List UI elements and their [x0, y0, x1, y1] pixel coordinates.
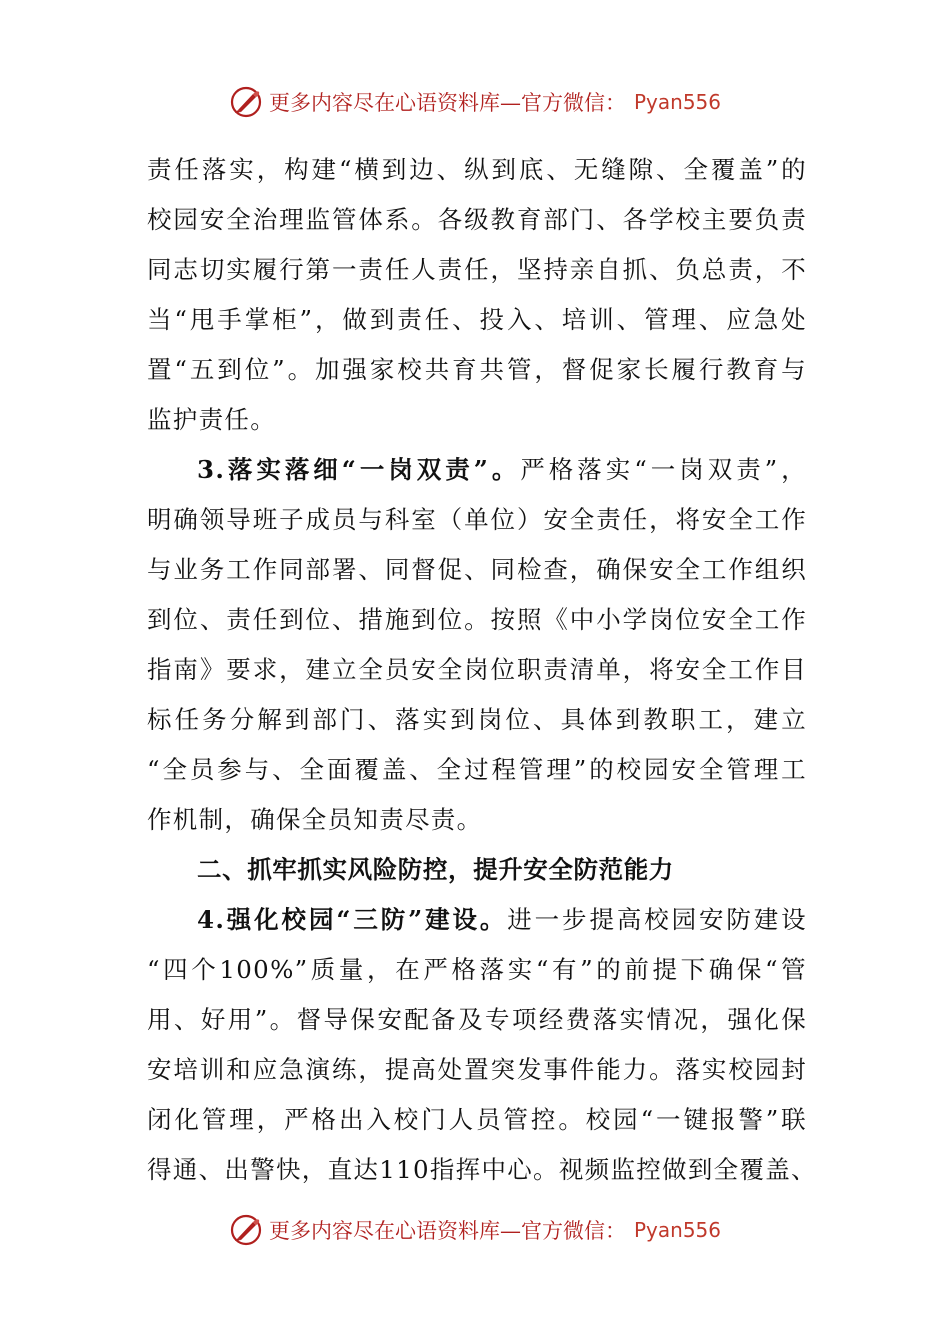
- paragraph-line: “四个100%”质量，在严格落实“有”的前提下确保“管: [147, 955, 807, 984]
- section-item-4: [197, 903, 807, 937]
- item-heading: 3.落实落细“一岗双责”。: [197, 455, 521, 484]
- section-item-3: [197, 453, 807, 487]
- quill-pen-logo-icon: [229, 1213, 263, 1247]
- section-heading: 二、抓牢抓实风险防控，提升安全防范能力: [197, 855, 674, 884]
- watermark-handle: Pyan556: [633, 90, 721, 114]
- item-text: 严格落实“一岗双责”，: [520, 455, 807, 484]
- paragraph-line: “全员参与、全面覆盖、全过程管理”的校园安全管理工: [147, 755, 807, 784]
- item-heading: 4.强化校园“三防”建设。: [197, 905, 508, 934]
- paragraph-line: 标任务分解到部门、落实到岗位、具体到教职工，建立: [147, 705, 807, 734]
- watermark-text: 更多内容尽在心语资料库—官方微信：: [268, 91, 626, 115]
- paragraph-line: 作机制，确保全员知责尽责。: [147, 805, 483, 834]
- paragraph-line: 当“甩手掌柜”，做到责任、投入、培训、管理、应急处: [147, 305, 807, 334]
- paragraph-line: 与业务工作同部署、同督促、同检查，确保安全工作组织: [147, 555, 807, 584]
- footer-watermark: [0, 1210, 950, 1250]
- paragraph-line: 责任落实，构建“横到边、纵到底、无缝隙、全覆盖”的: [147, 155, 807, 184]
- paragraph-line: 用、好用”。督导保安配备及专项经费落实情况，强化保: [147, 1005, 807, 1034]
- paragraph-line: 同志切实履行第一责任人责任，坚持亲自抓、负总责，不: [147, 255, 807, 284]
- paragraph-line: 监护责任。: [147, 405, 276, 434]
- watermark-text: 更多内容尽在心语资料库—官方微信：: [268, 1219, 626, 1243]
- item-text: 进一步提高校园安防建设: [507, 905, 807, 934]
- paragraph-line: 置“五到位”。加强家校共育共管，督促家长履行教育与: [147, 355, 807, 384]
- paragraph-line: 明确领导班子成员与科室（单位）安全责任，将安全工作: [147, 505, 807, 534]
- paragraph-line: 安培训和应急演练，提高处置突发事件能力。落实校园封: [147, 1055, 807, 1084]
- paragraph-line: 闭化管理，严格出入校门人员管控。校园“一键报警”联: [147, 1105, 807, 1134]
- paragraph-line: 校园安全治理监管体系。各级教育部门、各学校主要负责: [147, 205, 807, 234]
- paragraph-line: 指南》要求，建立全员安全岗位职责清单，将安全工作目: [147, 655, 807, 684]
- paragraph-line: 到位、责任到位、措施到位。按照《中小学岗位安全工作: [147, 605, 807, 634]
- paragraph-line: 得通、出警快，直达110指挥中心。视频监控做到全覆盖、: [147, 1155, 817, 1184]
- watermark-handle: Pyan556: [633, 1218, 721, 1242]
